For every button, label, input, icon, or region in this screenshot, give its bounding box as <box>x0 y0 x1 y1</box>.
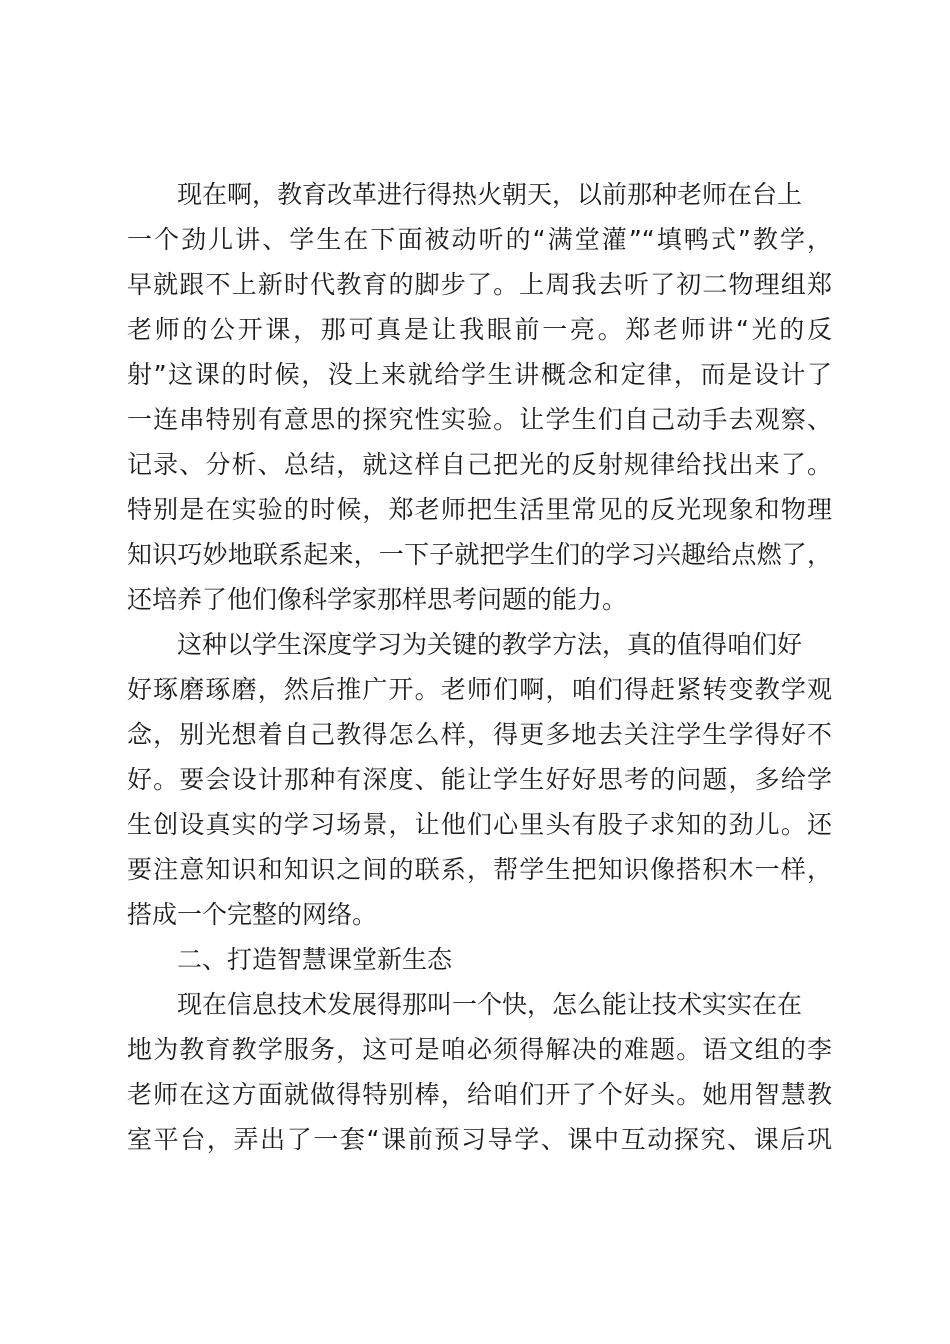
paragraph-line: 地为教育教学服务，这可是咱必须得解决的难题。语文组的李 <box>127 1035 832 1064</box>
paragraph-line: 好。要会设计那种有深度、能让学生好好思考的问题，多给学 <box>127 765 832 794</box>
paragraph-line: 念，别光想着自己教得怎么样，得更多地去关注学生学得好不 <box>127 720 832 749</box>
paragraph-line: 还培养了他们像科学家那样思考问题的能力。 <box>127 585 628 614</box>
paragraph-line: 搭成一个完整的网络。 <box>127 900 378 929</box>
paragraph-line: 记录、分析、总结，就这样自己把光的反射规律给找出来了。 <box>127 450 832 479</box>
paragraph-line: 这种以学生深度学习为关键的教学方法，真的值得咱们好 <box>177 630 803 659</box>
paragraph-line: 要注意知识和知识之间的联系，帮学生把知识像搭积木一样， <box>127 855 832 884</box>
paragraph-line: 好琢磨琢磨，然后推广开。老师们啊，咱们得赶紧转变教学观 <box>127 675 832 704</box>
section-heading: 二、打造智慧课堂新生态 <box>177 945 453 974</box>
paragraph-line: 生创设真实的学习场景，让他们心里头有股子求知的劲儿。还 <box>127 810 832 839</box>
paragraph-line: 老师的公开课，那可真是让我眼前一亮。郑老师讲“光的反 <box>127 315 832 344</box>
document-body <box>127 172 832 1162</box>
paragraph-line: 老师在这方面就做得特别棒，给咱们开了个好头。她用智慧教 <box>127 1080 832 1109</box>
paragraph-line: 早就跟不上新时代教育的脚步了。上周我去听了初二物理组郑 <box>127 270 832 299</box>
paragraph-line: 知识巧妙地联系起来，一下子就把学生们的学习兴趣给点燃了， <box>127 540 832 569</box>
paragraph-line: 一个劲儿讲、学生在下面被动听的“满堂灌”“填鸭式”教学， <box>127 225 832 254</box>
paragraph-line: 现在信息技术发展得那叫一个快，怎么能让技术实实在在 <box>177 990 803 1019</box>
paragraph-line: 现在啊，教育改革进行得热火朝天，以前那种老师在台上 <box>177 180 803 209</box>
paragraph-line: 射”这课的时候，没上来就给学生讲概念和定律，而是设计了 <box>127 360 832 389</box>
paragraph-line: 一连串特别有意思的探究性实验。让学生们自己动手去观察、 <box>127 405 832 434</box>
paragraph-line: 室平台，弄出了一套“课前预习导学、课中互动探究、课后巩 <box>127 1125 832 1154</box>
paragraph-line: 特别是在实验的时候，郑老师把生活里常见的反光现象和物理 <box>127 495 832 524</box>
